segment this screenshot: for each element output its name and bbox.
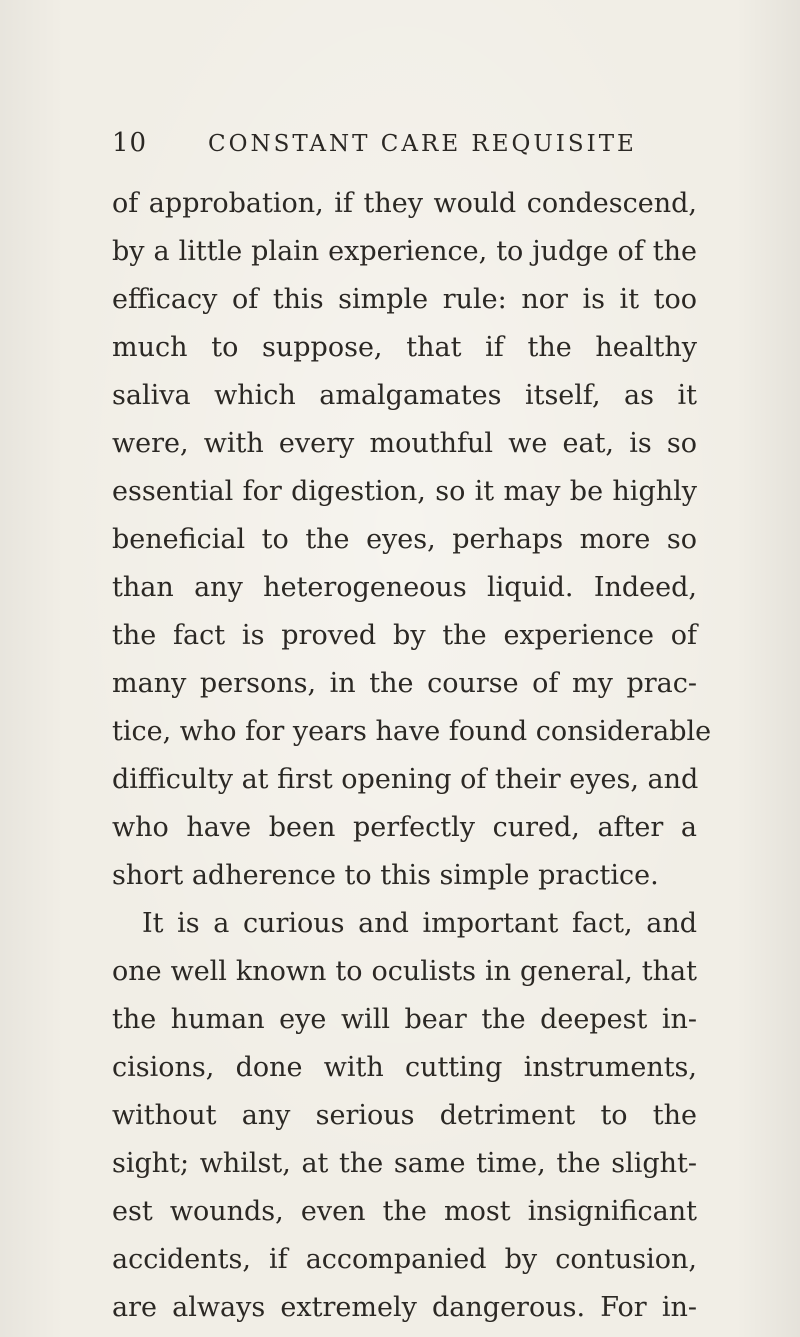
text-line: were, with every mouthful we eat, is so (112, 428, 697, 459)
text-line: sight; whilst, at the same time, the slight- (112, 1148, 697, 1179)
text-line: efficacy of this simple rule: nor is it too (112, 284, 697, 315)
text-line: are always extremely dangerous. For in- (112, 1292, 697, 1323)
page-header (112, 128, 712, 168)
page-number: 10 (112, 128, 148, 158)
text-line: many persons, in the course of my prac- (112, 668, 697, 699)
text-line: essential for digestion, so it may be highly (112, 476, 697, 507)
paragraph-end-line: short adherence to this simple practice. (112, 860, 659, 891)
text-line: the human eye will bear the deepest in- (112, 1004, 697, 1035)
text-line: accidents, if accompanied by contusion, (112, 1244, 697, 1275)
paragraph-start-line: It is a curious and important fact, and (142, 908, 697, 939)
text-line: much to suppose, that if the healthy (112, 332, 697, 363)
text-line: of approbation, if they would condescend, (112, 188, 697, 219)
text-line: who have been perfectly cured, after a (112, 812, 697, 843)
text-line: difficulty at first opening of their eyes, and (112, 764, 699, 795)
text-line: beneficial to the eyes, perhaps more so (112, 524, 697, 555)
text-line: saliva which amalgamates itself, as it (112, 380, 697, 411)
text-line: one well known to oculists in general, that (112, 956, 697, 987)
running-head: CONSTANT CARE REQUISITE (208, 131, 637, 157)
body-text (112, 180, 712, 1332)
text-line: est wounds, even the most insignificant (112, 1196, 697, 1227)
text-line: cisions, done with cutting instruments, (112, 1052, 697, 1083)
text-line: than any heterogeneous liquid. Indeed, (112, 572, 697, 603)
text-line: the fact is proved by the experience of (112, 620, 697, 651)
text-line: by a little plain experience, to judge of the (112, 236, 697, 267)
text-line: without any serious detriment to the (112, 1100, 697, 1131)
text-line: tice, who for years have found considerable (112, 716, 712, 747)
